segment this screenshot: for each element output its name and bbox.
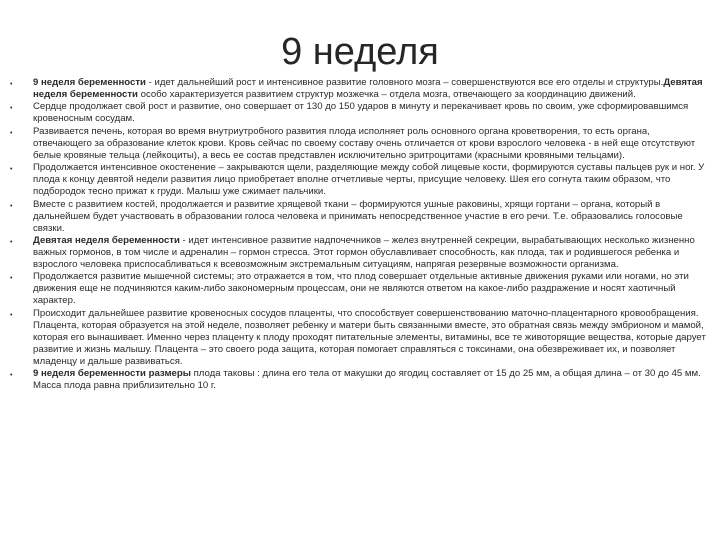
plain-text: Вместе с развитием костей, продолжается и развитие хрящевой ткани – формируются ушные раковины, хрящи гортани – органа, который в дальнейшем будет участвовать в образовании голоса человека и принимать непосредственное участие в его речи. Т.е. образовались голосовые связки. (33, 198, 683, 234)
bullet-icon: • (10, 129, 13, 137)
bullet-icon: • (10, 81, 13, 88)
bullet-icon: • (10, 238, 13, 246)
list-item (10, 162, 708, 198)
list-item (10, 235, 708, 271)
plain-text: Продолжается развитие мышечной системы; это отражается в том, что плод совершает отдельные активные движения руками или ногами, но эти движения еще не подчиняются каким-либо закономерным процессам, они не являются ответом на какое-либо раздражение и носят хаотичный характер. (33, 271, 689, 307)
item-text (33, 126, 708, 162)
plain-text: Происходит дальнейшее развитие кровеносных сосудов плаценты, что способствует совершенствованию маточно-плацентарного кровообращения. Плацента, которая образуется на этой неделе, позволяет ребенку и матери быть связанными вместе, это обратная связь между эмбрионом и мамой, которая его вынашивает. Именно через плаценту к плоду проходят питательные элементы, витамины, все те животорящие вещества, которые дарует развитие и жизнь малышу. Плацента – это своего рода защита, которая помогает справляться с токсинами, она обезвреживает их, и позволяет младенцу и дальше развиваться. (33, 307, 706, 367)
list-item (10, 271, 708, 307)
slide-title: 9 неделя (281, 31, 439, 73)
bullet-list (10, 77, 708, 393)
plain-text: Продолжается интенсивное окостенение – закрываются щели, разделяющие между собой лицевые кости, формируются суставы пальцев рук и ног. У плода к концу девятой недели развития лицо приобретает вполне отчетливые черты, присущие человеку. Шея его согнута таким образом, что подбородок тесно прижат к груди. Малыш уже сжимает пальчики. (33, 162, 705, 198)
plain-text: Сердце продолжает свой рост и развитие, оно совершает от 130 до 150 ударов в минуту и перекачивает кровь по своим, уже сформировавшимся кровеносным сосудам. (33, 101, 689, 125)
item-text (33, 77, 708, 101)
bold-phrase: 9 неделя беременности (33, 77, 146, 88)
list-item (10, 199, 708, 235)
item-text (33, 235, 708, 271)
bold-phrase: 9 неделя беременности размеры (33, 368, 191, 380)
bullet-icon: • (10, 166, 13, 174)
bold-phrase: Девятая неделя беременности (33, 234, 180, 246)
bullet-icon: • (10, 202, 13, 210)
plain-text: плода таковы : длина его тела от макушки до ягодиц составляет от 15 до 25 мм, а общая длина – от 30 до 45 мм. Масса плода равна приблизительно 10 г. (33, 368, 701, 392)
item-text (33, 199, 708, 235)
item-text (33, 162, 708, 198)
item-text (33, 271, 708, 307)
list-item (10, 308, 708, 368)
bullet-icon: • (10, 275, 13, 283)
plain-text: - идет дальнейший рост и интенсивное развитие головного мозга – совершенствуются все его отделы и структуры. (145, 77, 664, 88)
plain-text: Развивается печень, которая во время внутриутробного развития плода исполняет роль основного органа кроветворения, то есть органа, отвечающего за образование клеток крови. Кровь сейчас по своему составу очень отличается от крови взрослого человека - в ней еще отсутствуют белые кровяные тельца (лейкоциты), а весь ее состав представлен исключительно эритроцитами (красными кровяными тельцами). (33, 125, 696, 161)
plain-text: - идет интенсивное развитие надпочечников – желез внутренней секреции, вырабатывающих несколько жизненно важных гормонов, в том числе и адреналин – гормон стресса. Этот гормон обуславливает способность, как плода, так и родившегося ребенка и взрослого человека приспосабливаться к всевозможным экстремальным ситуациям, напрягая резервные возможности организма. (33, 234, 695, 270)
bold-phrase: Девятая неделя беременности (33, 77, 703, 100)
list-item (10, 101, 708, 125)
bullet-icon: • (10, 372, 13, 380)
item-text (33, 368, 708, 392)
bullet-icon: • (10, 105, 13, 113)
plain-text: особо характеризуется развитием структур мозжечка – отдела мозга, отвечающего за координацию движений. (137, 89, 636, 100)
item-text (33, 101, 708, 125)
bullet-icon: • (10, 311, 13, 319)
item-text (33, 308, 708, 368)
list-item (10, 77, 708, 101)
list-item (10, 126, 708, 162)
list-item (10, 368, 708, 392)
